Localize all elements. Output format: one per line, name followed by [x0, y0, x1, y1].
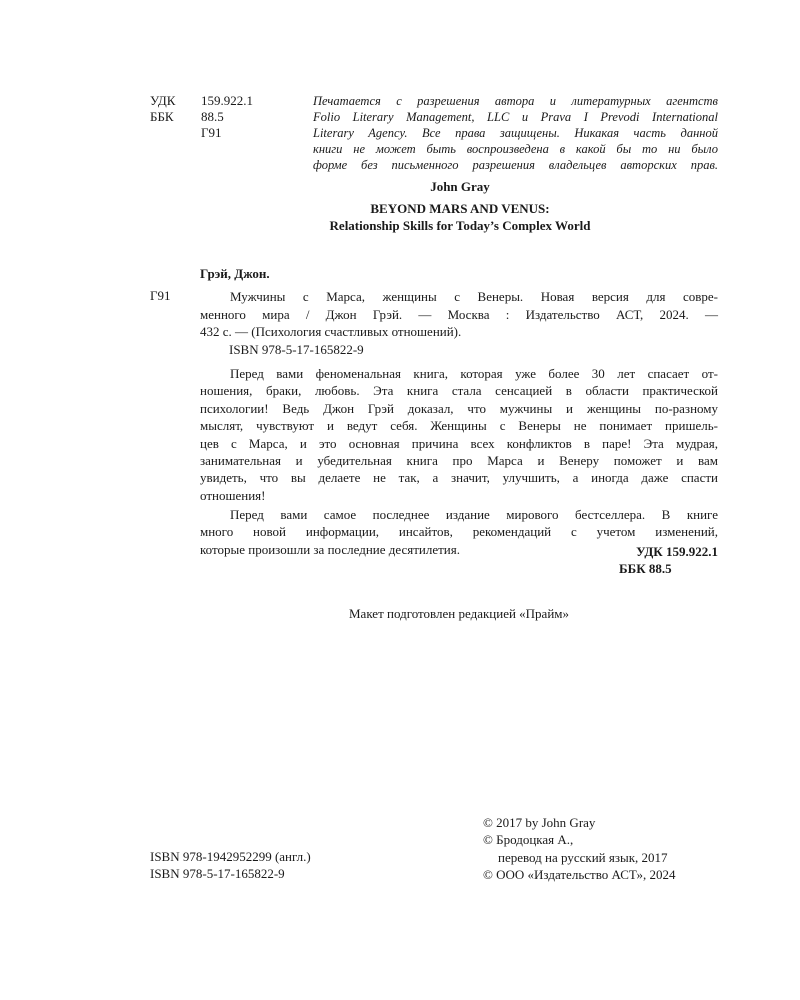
annotation-line: отношения!: [200, 487, 266, 503]
copyright-block: [483, 814, 676, 884]
bib-heading: Грэй, Джон.: [200, 266, 270, 281]
annotation-line: занимательная и убедительная книга про Марса и Венеру поможет и вам: [200, 453, 718, 469]
permission-line: Печатается с разрешения автора и литературных агентств: [313, 94, 718, 108]
bib-mark: Г91: [150, 288, 171, 303]
author-mark: Г91: [201, 125, 222, 140]
annotation-line: цев с Марса, и это основная причина всех конфликтов в паре! Эта мудрая,: [200, 435, 718, 451]
copyright-line: © 2017 by John Gray: [483, 815, 596, 830]
prepared-by: Макет подготовлен редакцией «Прайм»: [348, 606, 570, 621]
permission-line: книги не может быть воспроизведена в какой бы то ни было: [313, 142, 718, 156]
bib-line: менного мира / Джон Грэй. — Москва : Издательство АСТ, 2024. —: [200, 306, 718, 322]
original-title-line1: BEYOND MARS AND VENUS:: [370, 201, 550, 216]
copyright-line: перевод на русский язык, 2017: [498, 849, 668, 865]
annotation-paragraph-1: [200, 365, 718, 504]
annotation-line: Перед вами самое последнее издание мирового бестселлера. В книге: [230, 507, 718, 522]
udk-label: УДК: [150, 93, 176, 108]
original-author: John Gray: [430, 179, 490, 194]
annotation-line: которые произошли за последние десятилетия.: [200, 541, 460, 557]
permission-line: Folio Literary Management, LLC и Prava I Prevodi International: [313, 110, 718, 124]
annotation-line: Перед вами феноменальная книга, которая уже более 30 лет спасает от-: [230, 366, 718, 381]
permission-notice: [313, 93, 718, 173]
annotation-line: ношения, браки, любовь. Эта книга стала сенсацией в области практической: [200, 383, 718, 399]
permission-line: форме без письменного разрешения владельцев авторских прав.: [313, 158, 718, 172]
annotation-udk: УДК 159.922.1: [636, 544, 718, 559]
annotation-bbk: ББК 88.5: [619, 561, 672, 576]
annotation-line: много новой информации, инсайтов, рекомендаций с учетом изменений,: [200, 524, 718, 540]
isbn-line: ISBN 978-1942952299 (англ.): [150, 849, 311, 864]
permission-line: Literary Agency. Все права защищены. Никакая часть данной: [313, 126, 718, 140]
bib-line: 432 с. — (Психология счастливых отношений).: [200, 324, 462, 340]
bib-isbn: ISBN 978-5-17-165822-9: [229, 342, 364, 357]
bbk-value: 88.5: [201, 109, 224, 124]
bib-line: Мужчины с Марса, женщины с Венеры. Новая версия для совре-: [230, 289, 718, 304]
copyright-line: © ООО «Издательство АСТ», 2024: [483, 867, 676, 883]
annotation-line: увидеть, что вы делаете не так, а значит, улучшить, а иногда даже спасти: [200, 470, 718, 486]
annotation-line: психологии! Ведь Джон Грэй доказал, что мужчины и женщины по-разному: [200, 400, 718, 416]
udk-value: 159.922.1: [201, 93, 253, 108]
original-title-line2: Relationship Skills for Today’s Complex World: [329, 218, 591, 233]
bib-description: [200, 288, 718, 341]
annotation-line: мыслят, чувствуют и ведут себя. Женщины с Венеры не понимает пришель-: [200, 418, 718, 434]
isbn-block: [150, 848, 311, 883]
copyright-line: © Бродоцкая А.,: [483, 832, 574, 848]
isbn-line: ISBN 978-5-17-165822-9: [150, 866, 285, 882]
bbk-label: ББК: [150, 109, 174, 124]
